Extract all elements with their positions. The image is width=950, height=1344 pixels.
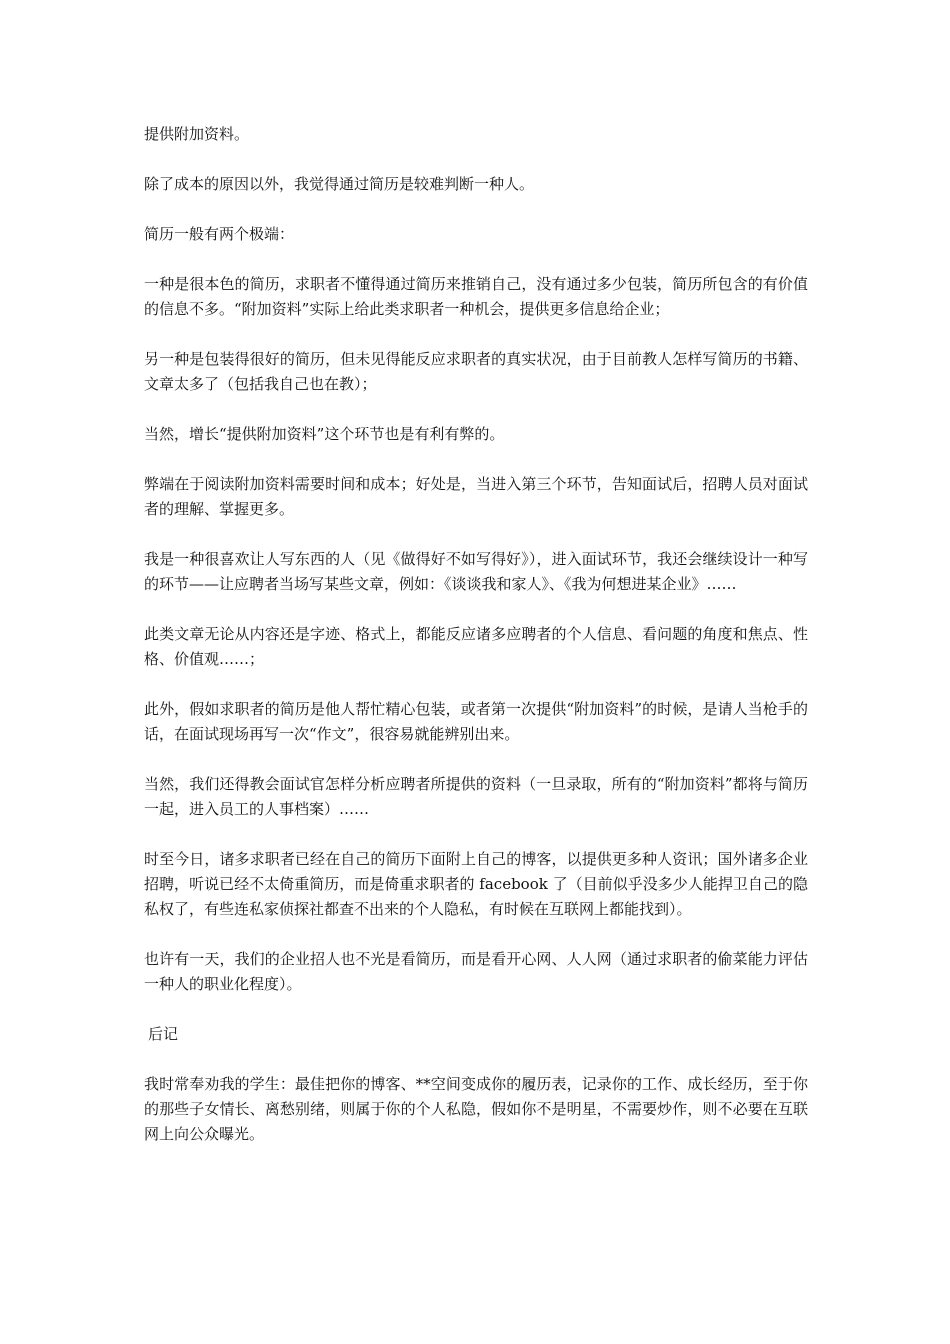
paragraph-10: 此外，假如求职者的简历是他人帮忙精心包装，或者第一次提供“附加资料”的时候，是请人当枪手的话，在面试现场再写一次“作文”，很容易就能辨别出来。 [144, 700, 808, 743]
paragraph-4: 一种是很本色的简历，求职者不懂得通过简历来推销自己，没有通过多少包装，简历所包含的有价值的信息不多。“附加资料”实际上给此类求职者一种机会，提供更多信息给企业； [144, 275, 808, 318]
paragraph-3: 简历一般有两个极端： [144, 225, 295, 243]
document-page [144, 122, 808, 1172]
afterword-paragraph: 我时常奉劝我的学生：最佳把你的博客、**空间变成你的履历表，记录你的工作、成长经历，至于你的那些子女情长、离愁别绪，则属于你的个人私隐，假如你不是明星，不需要炒作，则不必要在互联网上向公众曝光。 [144, 1075, 808, 1143]
paragraph-12: 时至今日，诸多求职者已经在自己的简历下面附上自己的博客，以提供更多种人资讯；国外诸多企业招聘，听说已经不太倚重简历，而是倚重求职者的 facebook 了（目前似乎没多少人能捍卫自己的隐私权了，有些连私家侦探社都查不出来的个人隐私，有时候在互联网上都能找到）。 [144, 850, 808, 918]
paragraph-11: 当然，我们还得教会面试官怎样分析应聘者所提供的资料（一旦录取，所有的“附加资料”都将与简历一起，进入员工的人事档案）…… [144, 775, 808, 818]
afterword-heading: 后记 [148, 1025, 179, 1043]
paragraph-6: 当然，增长“提供附加资料”这个环节也是有利有弊的。 [144, 425, 505, 443]
paragraph-5: 另一种是包装得很好的简历，但未见得能反应求职者的真实状况，由于目前教人怎样写简历的书籍、文章太多了（包括我自己也在教）； [144, 350, 808, 393]
paragraph-9: 此类文章无论从内容还是字迹、格式上，都能反应诸多应聘者的个人信息、看问题的角度和焦点、性格、价值观……； [144, 625, 808, 668]
paragraph-13: 也许有一天，我们的企业招人也不光是看简历，而是看开心网、人人网（通过求职者的偷菜能力评估一种人的职业化程度）。 [144, 950, 808, 993]
paragraph-8: 我是一种很喜欢让人写东西的人（见《做得好不如写得好》），进入面试环节，我还会继续设计一种写的环节——让应聘者当场写某些文章，例如：《谈谈我和家人》、《我为何想进某企业》…… [144, 550, 808, 593]
paragraph-1: 提供附加资料。 [144, 125, 250, 143]
paragraph-7: 弊端在于阅读附加资料需要时间和成本；好处是，当进入第三个环节，告知面试后，招聘人员对面试者的理解、掌握更多。 [144, 475, 808, 518]
paragraph-2: 除了成本的原因以外，我觉得通过简历是较难判断一种人。 [144, 175, 535, 193]
